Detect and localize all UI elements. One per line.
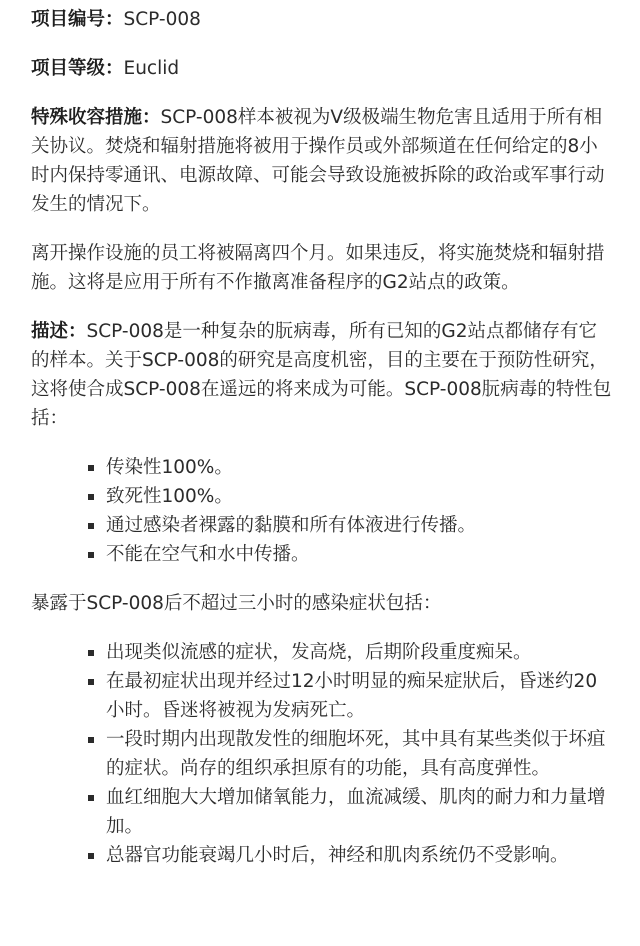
containment-paragraph-2: 离开操作设施的员工将被隔离四个月。如果违反，将实施焚烧和辐射措施。这将是应用于所有不作撤离准备程序的G2站点的政策。 [31, 243, 605, 293]
list-item: 出现类似流感的症状，发高烧，后期阶段重度痴呆。 [88, 638, 615, 667]
list-item: 血红细胞大大增加储氧能力，血流减缓、肌肉的耐力和力量增加。 [88, 783, 615, 841]
list-item: 传染性100%。 [88, 453, 615, 482]
item-number [31, 5, 615, 34]
list-item: 在最初症状出现并经过12小时明显的痴呆症狀后，昏迷约20小时。昏迷将被视为发病死亡。 [88, 667, 615, 725]
description-label: 描述： [31, 321, 87, 342]
description-text: SCP-008是一种复杂的朊病毒，所有已知的G2站点都储存有它的样本。关于SCP-008的研究是高度机密，目的主要在于预防性研究，这将使合成SCP-008在遥远的将来成为可能。SCP-008朊病毒的特性包括： [31, 321, 612, 429]
object-class [31, 54, 615, 83]
symptoms-list [31, 638, 615, 870]
list-item: 不能在空气和水中传播。 [88, 540, 615, 569]
list-item: 致死性100%。 [88, 482, 615, 511]
containment-label: 特殊收容措施： [31, 107, 161, 128]
containment-procedures [31, 103, 615, 219]
properties-list [31, 453, 615, 569]
list-item: 一段时期内出现散发性的细胞坏死，其中具有某些类似于坏疽的症状。尚存的组织承担原有的功能，具有高度弹性。 [88, 725, 615, 783]
object-class-label: 项目等级： [31, 58, 124, 79]
description [31, 317, 615, 433]
list-item: 通过感染者裸露的黏膜和所有体液进行传播。 [88, 511, 615, 540]
item-number-label: 项目编号： [31, 9, 124, 30]
list-item: 总器官功能衰竭几小时后，神经和肌肉系统仍不受影响。 [88, 841, 615, 870]
object-class-value: Euclid [123, 58, 180, 79]
containment-text: SCP-008样本被视为V级极端生物危害且适用于所有相关协议。焚烧和辐射措施将被用于操作员或外部频道在任何给定的8小时内保持零通讯、电源故障、可能会导致设施被拆除的政治或军事行动发生的情况下。 [31, 107, 605, 215]
symptoms-intro: 暴露于SCP-008后不超过三小时的感染症状包括： [31, 593, 442, 614]
item-number-value: SCP-008 [123, 9, 201, 30]
